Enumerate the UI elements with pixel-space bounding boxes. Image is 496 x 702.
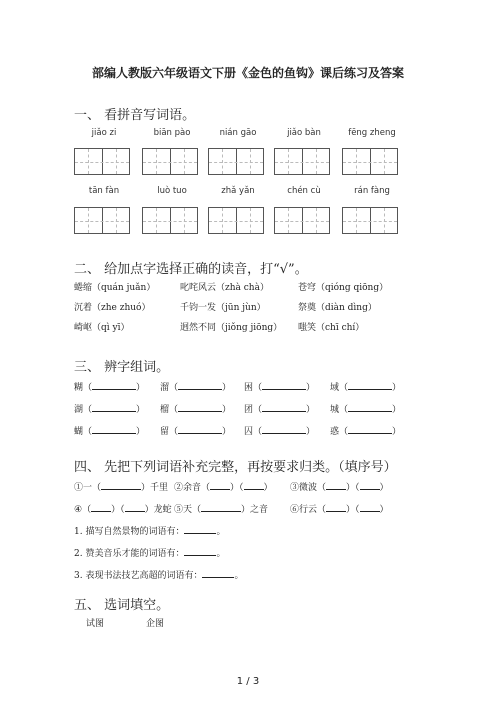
question-text: 2. 赞美音乐才能的词语有： — [74, 549, 185, 559]
idiom-text: ③微波（ — [290, 483, 327, 493]
source-character: 团 — [244, 405, 254, 415]
word-group-item: 榴（ ） — [160, 405, 232, 415]
pronunciation-item: 苍穹（qióng qiōng） — [298, 283, 389, 293]
pinyin-label: nián gāo — [219, 128, 257, 138]
answer-blank[interactable] — [360, 481, 380, 490]
writing-grid[interactable] — [74, 148, 130, 175]
idiom-text: ①一（ — [74, 483, 102, 493]
pronunciation-item: 叱咤风云（zhà chà） — [180, 283, 269, 293]
source-character: 留 — [160, 427, 170, 437]
pronunciation-item: 迥然不同（jiǒng jiōng） — [180, 323, 283, 333]
section3-heading: 三、 辨字组词。 — [74, 360, 170, 375]
answer-blank[interactable] — [360, 503, 380, 512]
idiom-text: ） — [263, 483, 273, 493]
idiom-text: ④（ — [74, 505, 92, 515]
source-character: 蝴 — [74, 427, 84, 437]
answer-blank[interactable] — [221, 503, 241, 512]
idiom-item — [174, 502, 268, 515]
answer-blank[interactable] — [178, 403, 222, 412]
answer-blank[interactable] — [184, 547, 216, 556]
word-group-item: 惑（ ） — [330, 427, 402, 437]
answer-blank[interactable] — [184, 525, 216, 534]
answer-blank[interactable] — [92, 425, 136, 434]
pronunciation-item: 嗤笑（chī chí） — [298, 323, 365, 333]
word-choice-1: 试图 — [86, 619, 105, 629]
page-title: 部编人教版六年级语文下册《金色的鱼钩》课后练习及答案 — [91, 66, 404, 80]
idiom-item — [74, 480, 168, 493]
answer-blank[interactable] — [326, 503, 346, 512]
pinyin-label: zhǎ yǎn — [221, 186, 255, 196]
answer-blank[interactable] — [92, 403, 136, 412]
question-text: 3. 表现书法技艺高超的词语有： — [74, 571, 203, 581]
answer-blank[interactable] — [262, 381, 306, 390]
question-text: 1. 描写自然景物的词语有： — [74, 527, 185, 537]
answer-blank[interactable] — [348, 381, 392, 390]
pronunciation-item: 沉着（zhe zhuó） — [74, 303, 151, 313]
idiom-item — [290, 480, 389, 493]
classification-question: 1. 描写自然景物的词语有： 。 — [74, 527, 226, 537]
answer-blank[interactable] — [121, 481, 141, 490]
classification-question: 3. 表现书法技艺高超的词语有： 。 — [74, 571, 244, 581]
idiom-text: ）龙蛇 — [144, 505, 172, 515]
source-character: 囚 — [244, 427, 254, 437]
idiom-text: ②余音（ — [174, 483, 211, 493]
answer-blank[interactable] — [262, 425, 306, 434]
writing-grid[interactable] — [74, 207, 130, 234]
word-group-item: 留（ ） — [160, 427, 232, 437]
word-group-item: 蝴（ ） — [74, 427, 146, 437]
idiom-text: ）（ — [346, 505, 360, 515]
word-group-item: 糊（ ） — [74, 383, 146, 393]
source-character: 溜 — [160, 383, 170, 393]
pronunciation-item: 蜷缩（quán juǎn） — [74, 283, 156, 293]
source-character: 城 — [330, 405, 340, 415]
idiom-item — [290, 502, 389, 515]
pinyin-label: luò tuo — [157, 186, 187, 196]
answer-blank[interactable] — [201, 503, 221, 512]
source-character: 榴 — [160, 405, 170, 415]
pinyin-label: jiǎo zi — [91, 128, 117, 138]
pinyin-label: tān fàn — [88, 186, 120, 196]
idiom-text: ）（ — [346, 483, 360, 493]
writing-grid[interactable] — [208, 207, 264, 234]
idiom-text: ） — [379, 505, 389, 515]
writing-grid[interactable] — [274, 148, 330, 175]
idiom-text: ） — [379, 483, 389, 493]
pronunciation-item: 崎岖（qì yī） — [74, 323, 130, 333]
writing-grid[interactable] — [142, 148, 198, 175]
pinyin-label: biān pào — [153, 128, 191, 138]
pinyin-label: rán fàng — [354, 186, 390, 196]
classification-question: 2. 赞美音乐才能的词语有： 。 — [74, 549, 226, 559]
answer-blank[interactable] — [244, 481, 264, 490]
idiom-text: ⑥行云（ — [290, 505, 327, 515]
idiom-item — [174, 480, 273, 493]
answer-blank[interactable] — [348, 425, 392, 434]
source-character: 糊 — [74, 383, 84, 393]
answer-blank[interactable] — [92, 381, 136, 390]
pronunciation-item: 祭奠（diàn dìng） — [298, 303, 377, 313]
word-group-item: 溜（ ） — [160, 383, 232, 393]
answer-blank[interactable] — [348, 403, 392, 412]
idiom-text: ）（ — [111, 505, 125, 515]
answer-blank[interactable] — [326, 481, 346, 490]
source-character: 困 — [244, 383, 254, 393]
section5-heading: 五、 选词填空。 — [74, 598, 170, 613]
word-group-item: 城（ ） — [330, 405, 402, 415]
source-character: 湖 — [74, 405, 84, 415]
word-group-item: 域（ ） — [330, 383, 402, 393]
answer-blank[interactable] — [91, 503, 111, 512]
writing-grid[interactable] — [342, 207, 398, 234]
page-number: 1 / 3 — [236, 676, 260, 687]
answer-blank[interactable] — [178, 425, 222, 434]
writing-grid[interactable] — [142, 207, 198, 234]
pinyin-label: jiǎo bàn — [287, 128, 321, 138]
idiom-text: ⑤天（ — [174, 505, 202, 515]
answer-blank[interactable] — [125, 503, 145, 512]
answer-blank[interactable] — [178, 381, 222, 390]
word-group-item: 囚（ ） — [244, 427, 316, 437]
idiom-text: ）之音 — [241, 505, 269, 515]
section4-heading: 四、 先把下列词语补充完整，再按要求归类。（填序号） — [74, 460, 397, 475]
writing-grid[interactable] — [274, 207, 330, 234]
answer-blank[interactable] — [202, 569, 234, 578]
source-character: 域 — [330, 383, 340, 393]
idiom-text: ）千里 — [141, 483, 169, 493]
answer-blank[interactable] — [210, 481, 230, 490]
writing-grid[interactable] — [342, 148, 398, 175]
pinyin-label: fēng zheng — [348, 128, 396, 138]
word-group-item: 湖（ ） — [74, 405, 146, 415]
idiom-item — [74, 502, 172, 515]
word-choice-2: 企图 — [146, 619, 165, 629]
answer-blank[interactable] — [101, 481, 121, 490]
section2-heading: 二、 给加点字选择正确的读音，打“√”。 — [74, 262, 308, 277]
word-group-item: 团（ ） — [244, 405, 316, 415]
idiom-text: ）（ — [230, 483, 244, 493]
pinyin-label: chén cù — [287, 186, 321, 196]
writing-grid[interactable] — [208, 148, 264, 175]
word-group-item: 困（ ） — [244, 383, 316, 393]
source-character: 惑 — [330, 427, 340, 437]
answer-blank[interactable] — [262, 403, 306, 412]
pronunciation-item: 千钧一发（jūn jùn） — [180, 303, 266, 313]
section1-heading: 一、 看拼音写词语。 — [74, 108, 196, 123]
